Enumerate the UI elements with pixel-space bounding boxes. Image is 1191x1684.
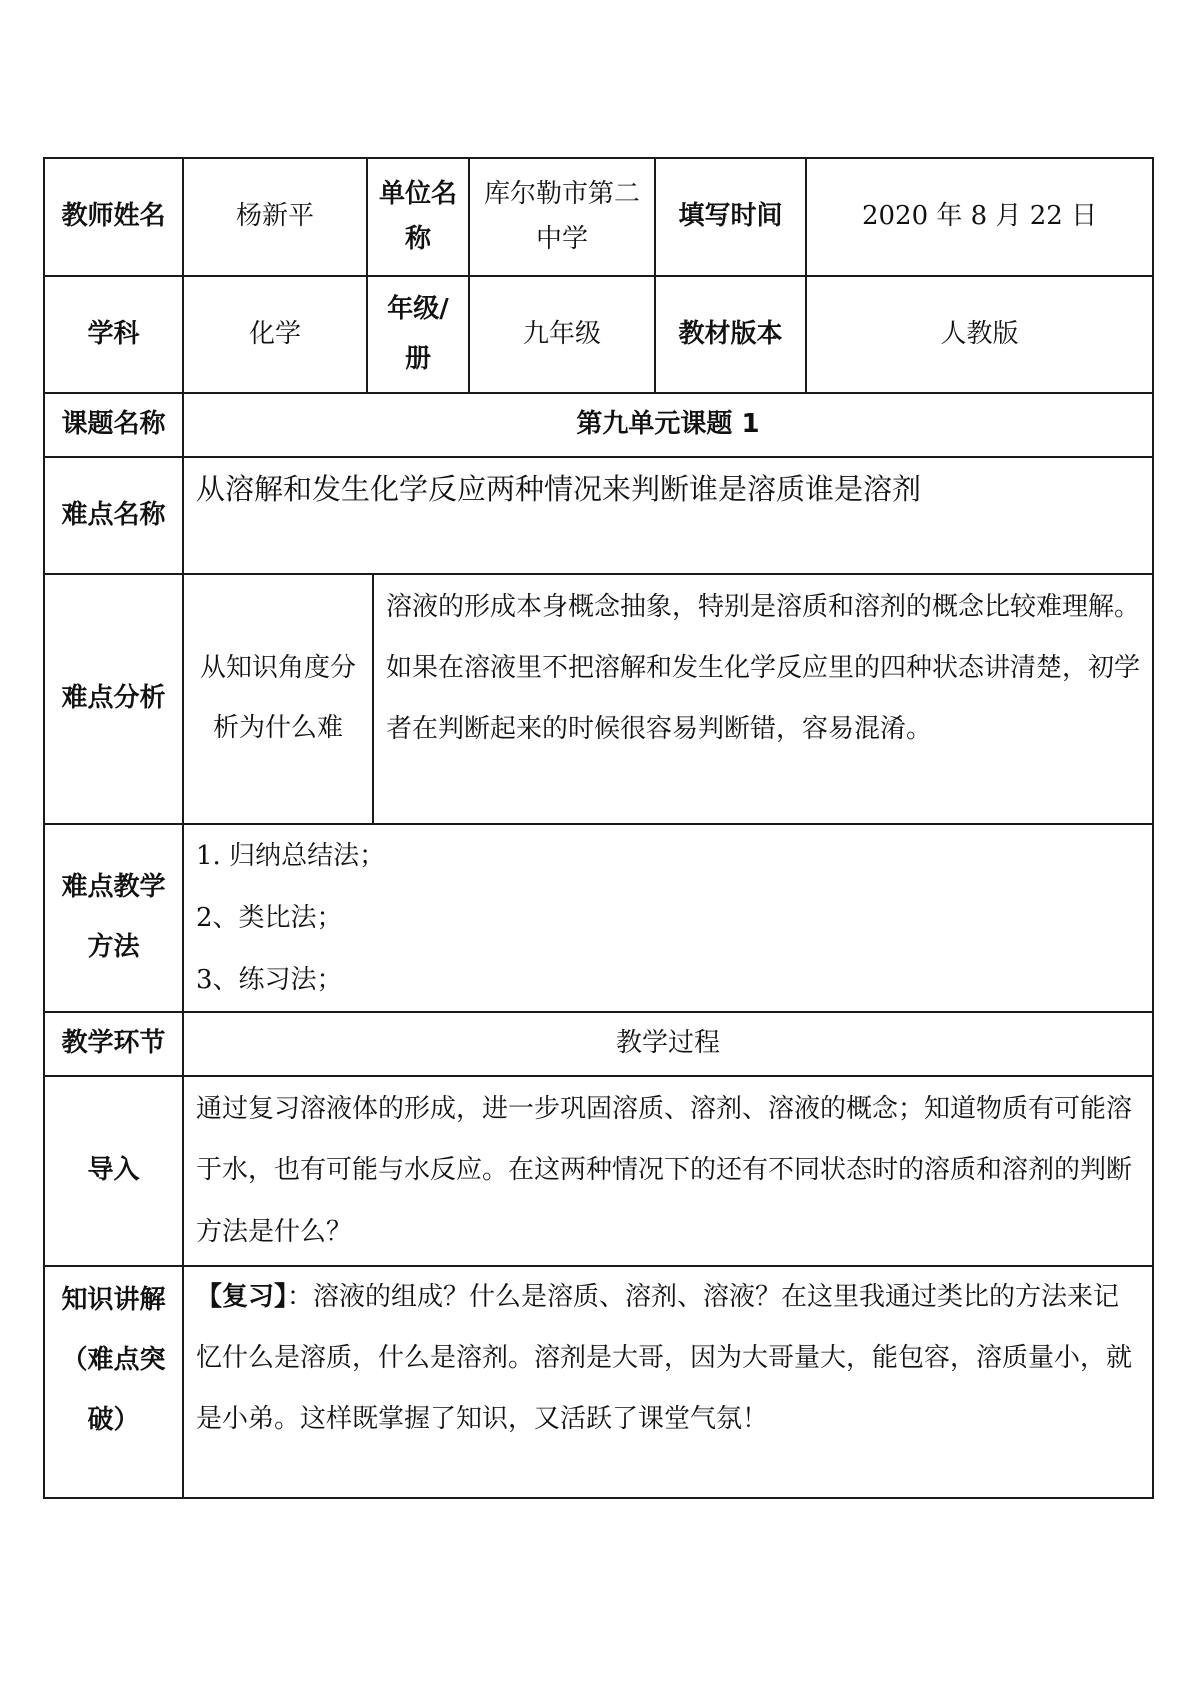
knowledge-row [44,1266,1153,1498]
header-row-1 [44,158,1153,276]
teaching-method-item: 3、练习法； [196,965,343,995]
teaching-step-row [44,1012,1153,1076]
teaching-method-label: 难点教学方法 [44,824,183,1012]
knowledge-text: ：溶液的组成？什么是溶质、溶剂、溶液？在这里我通过类比的方法来记忆什么是溶质，什么是溶剂。溶剂是大哥，因为大哥量大，能包容，溶质量小，就是小弟。这样既掌握了知识，又活跃了课堂气氛！ [196,1282,1133,1435]
fill-date-label: 填写时间 [655,158,806,276]
teaching-method-item: 1. 归纳总结法； [196,841,386,871]
edition-label: 教材版本 [655,276,806,393]
unit-name-value: 库尔勒市第二中学 [469,158,655,276]
difficulty-analysis-value: 溶液的形成本身概念抽象，特别是溶质和溶剂的概念比较难理解。如果在溶液里不把溶解和发生化学反应里的四种状态讲清楚，初学者在判断起来的时候很容易判断错，容易混淆。 [373,574,1153,824]
teaching-method-item: 2、类比法； [196,903,343,933]
difficulty-analysis-sublabel: 从知识角度分析为什么难 [183,574,373,824]
difficulty-name-row [44,457,1153,574]
edition-value: 人教版 [806,276,1153,393]
unit-name-label: 单位名称 [367,158,469,276]
grade-label: 年级/册 [367,276,469,393]
teaching-method-row [44,824,1153,1012]
knowledge-value [183,1266,1153,1498]
difficulty-analysis-row [44,574,1153,824]
introduction-value: 通过复习溶液体的形成，进一步巩固溶质、溶剂、溶液的概念；知道物质有可能溶于水，也有可能与水反应。在这两种情况下的还有不同状态时的溶质和溶剂的判断方法是什么？ [183,1076,1153,1266]
subject-label: 学科 [44,276,183,393]
lesson-plan-table [43,157,1154,1499]
fill-date-value: 2020 年 8 月 22 日 [806,158,1153,276]
topic-title: 第九单元课题 1 [183,393,1153,457]
grade-value: 九年级 [469,276,655,393]
teaching-method-list [183,824,1153,1012]
topic-label: 课题名称 [44,393,183,457]
topic-row [44,393,1153,457]
difficulty-name-label: 难点名称 [44,457,183,574]
introduction-row [44,1076,1153,1266]
subject-value: 化学 [183,276,367,393]
review-tag: 【复习】 [196,1282,288,1312]
knowledge-label: 知识讲解（难点突破） [44,1266,183,1498]
difficulty-analysis-label: 难点分析 [44,574,183,824]
teaching-step-label: 教学环节 [44,1012,183,1076]
teacher-name-value: 杨新平 [183,158,367,276]
introduction-label: 导入 [44,1076,183,1266]
teaching-process-heading: 教学过程 [183,1012,1153,1076]
header-row-2 [44,276,1153,393]
difficulty-name-value: 从溶解和发生化学反应两种情况来判断谁是溶质谁是溶剂 [183,457,1153,574]
teacher-name-label: 教师姓名 [44,158,183,276]
